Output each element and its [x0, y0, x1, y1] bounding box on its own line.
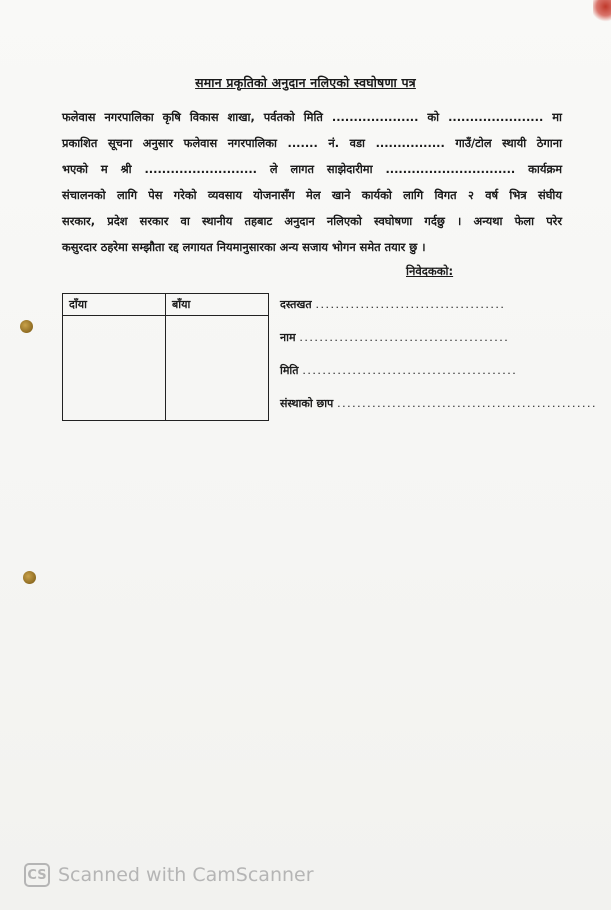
camscanner-logo-icon: CS — [24, 863, 50, 887]
name-label: नाम — [280, 331, 296, 344]
corner-stain — [593, 0, 611, 22]
right-thumb-box — [63, 316, 166, 420]
body-line: संचालनको लागि पेस गरेको व्यवसाय योजनासँग मेल खाने कार्यको लागि विगत २ वर्ष भित्र संघीय — [62, 188, 562, 202]
body-line: फलेवास नगरपालिका कृषि विकास शाखा, पर्वतको मिति .................... को ...................... मा — [62, 110, 562, 124]
document-title: समान प्रकृतिको अनुदान नलिएको स्वघोषणा पत्र — [195, 75, 416, 90]
declaration-body — [62, 104, 562, 260]
stamp-label: संस्थाको छाप — [280, 397, 334, 410]
body-line: कसुरदार ठहरेमा सम्झौता रद्द लगायत नियमानुसारका अन्य सजाय भोगन समेत तयार छु । — [62, 240, 426, 254]
camscanner-watermark — [24, 862, 314, 888]
date-label: मिति — [280, 364, 299, 377]
left-thumb-header: बाँया — [166, 294, 268, 316]
name-field — [280, 330, 509, 345]
date-field — [280, 363, 517, 378]
stamp-blank: .................................................... — [337, 397, 597, 410]
punch-hole-top — [20, 320, 33, 333]
name-blank: .......................................... — [299, 331, 510, 344]
watermark-text: Scanned with CamScanner — [58, 864, 314, 886]
signature-label: दस्तखत — [280, 298, 312, 311]
punch-hole-bottom — [23, 571, 36, 584]
stamp-field — [280, 396, 597, 411]
body-line: भएको म श्री .......................... ले लागत साझेदारीमा .............................. कार्यक्रम — [62, 162, 562, 176]
right-thumb-header: दाँया — [63, 294, 166, 316]
thumbprint-table — [62, 293, 269, 421]
date-blank: ........................................... — [302, 364, 518, 377]
body-line: सरकार, प्रदेश सरकार वा स्थानीय तहबाट अनुदान नलिएको स्वघोषणा गर्दछु । अन्यथा फेला परेर — [62, 214, 562, 228]
signature-blank: ...................................... — [315, 298, 506, 311]
body-line: प्रकाशित सूचना अनुसार फलेवास नगरपालिका ....... नं. वडा ................ गाउँ/टोल स्थायी ठेगाना — [62, 136, 562, 150]
left-thumb-box — [166, 316, 268, 420]
applicant-heading: निवेदकको: — [406, 264, 454, 278]
signature-field — [280, 297, 505, 312]
